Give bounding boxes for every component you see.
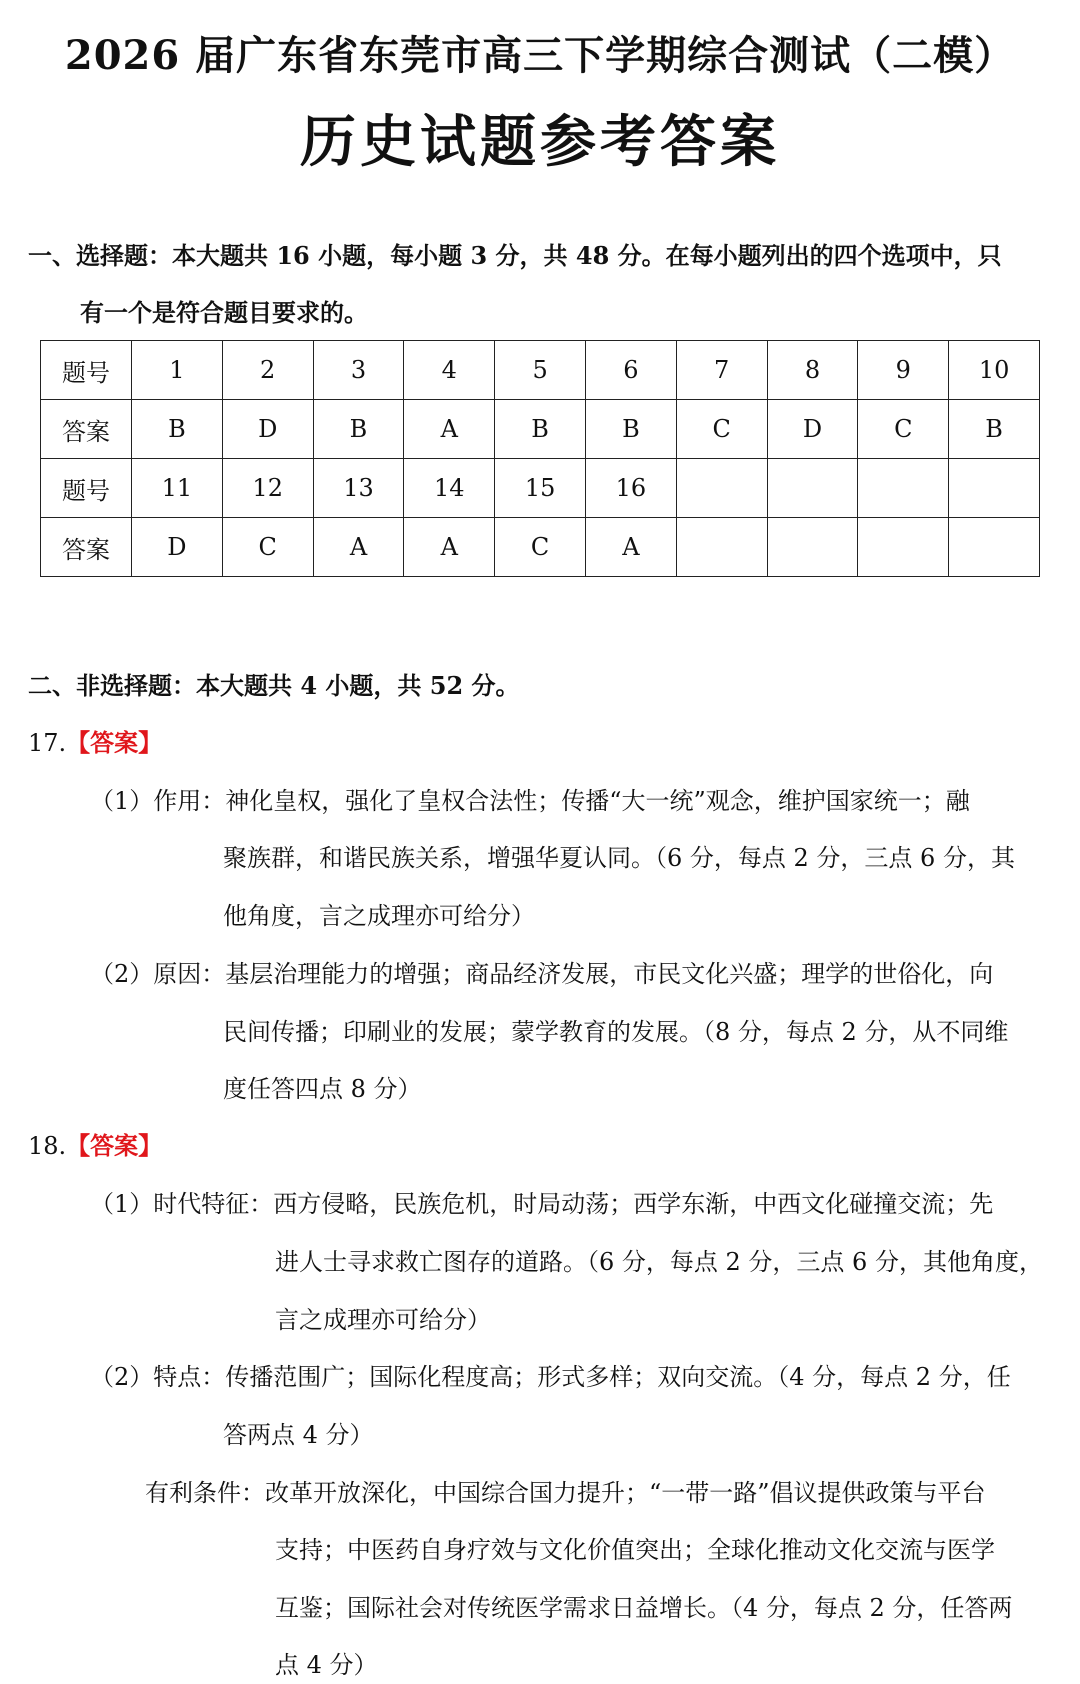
- answer-cell: B: [585, 400, 676, 459]
- question-number: 2: [222, 341, 313, 400]
- section2-heading: 二、非选择题：本大题共 4 小题，共 52 分。: [28, 671, 520, 700]
- answer-cell: C: [222, 518, 313, 577]
- question-number: 13: [313, 459, 404, 518]
- q18-p1-line: （1）时代特征：西方侵略，民族危机，时局动荡；西学东渐，中西文化碰撞交流；先: [90, 1190, 994, 1218]
- q17-number: 17.: [28, 729, 67, 757]
- empty-cell: [949, 518, 1040, 577]
- empty-cell: [676, 518, 767, 577]
- table-row-numbers-1: [41, 341, 1040, 400]
- q17-p1-line: 他角度，言之成理亦可给分）: [223, 902, 535, 930]
- empty-cell: [858, 459, 949, 518]
- question-number: 9: [858, 341, 949, 400]
- answer-cell: C: [495, 518, 586, 577]
- table-row-answers-2: [41, 518, 1040, 577]
- row-label-answer: 答案: [41, 400, 132, 459]
- answer-cell: A: [585, 518, 676, 577]
- answer-cell: C: [676, 400, 767, 459]
- question-number: 16: [585, 459, 676, 518]
- question-number: 10: [949, 341, 1040, 400]
- question-number: 1: [132, 341, 223, 400]
- q17-p1-line: （1）作用：神化皇权，强化了皇权合法性；传播“大一统”观念，维护国家统一；融: [90, 787, 970, 815]
- section1-instruction-line2: 有一个是符合题目要求的。: [80, 298, 368, 327]
- question-number: 8: [767, 341, 858, 400]
- q18-p1-line: 进人士寻求救亡图存的道路。（6 分，每点 2 分，三点 6 分，其他角度，: [275, 1248, 1043, 1276]
- empty-cell: [676, 459, 767, 518]
- question-number: 7: [676, 341, 767, 400]
- answer-cell: B: [495, 400, 586, 459]
- answer-cell: B: [313, 400, 404, 459]
- row-label-number: 题号: [41, 341, 132, 400]
- page-title: 2026 届广东省东莞市高三下学期综合测试（二模）: [64, 32, 1016, 79]
- answer-cell: A: [404, 518, 495, 577]
- section1-instruction-line1: 一、选择题：本大题共 16 小题，每小题 3 分，共 48 分。在每小题列出的四个选项中，只: [28, 241, 1002, 270]
- row-label-answer: 答案: [41, 518, 132, 577]
- empty-cell: [858, 518, 949, 577]
- q18-p1-line: 言之成理亦可给分）: [275, 1306, 491, 1334]
- q17-p2-line: 度任答四点 8 分）: [223, 1075, 422, 1103]
- q17-p1-line: 聚族群，和谐民族关系，增强华夏认同。（6 分，每点 2 分，三点 6 分，其: [223, 844, 1015, 872]
- q17-header: [28, 723, 162, 758]
- question-number: 11: [132, 459, 223, 518]
- q18-p3-line: 点 4 分）: [275, 1651, 378, 1679]
- row-label-number: 题号: [41, 459, 132, 518]
- q17-p2-line: 民间传播；印刷业的发展；蒙学教育的发展。（8 分，每点 2 分，从不同维: [223, 1018, 1009, 1046]
- empty-cell: [949, 459, 1040, 518]
- answer-cell: C: [858, 400, 949, 459]
- question-number: 6: [585, 341, 676, 400]
- q17-answer-tag: 【答案】: [66, 728, 163, 757]
- q18-p2-line: （2）特点：传播范围广；国际化程度高；形式多样；双向交流。（4 分，每点 2 分，任: [90, 1363, 1011, 1391]
- question-number: 15: [495, 459, 586, 518]
- page-subtitle: 历史试题参考答案: [300, 109, 780, 175]
- answer-cell: B: [949, 400, 1040, 459]
- q18-p2-line: 答两点 4 分）: [223, 1421, 374, 1449]
- answer-cell: D: [767, 400, 858, 459]
- q18-p3-line: 有利条件：改革开放深化，中国综合国力提升；“一带一路”倡议提供政策与平台: [145, 1479, 986, 1507]
- question-number: 3: [313, 341, 404, 400]
- q18-answer-tag: 【答案】: [66, 1131, 163, 1160]
- answer-cell: D: [132, 518, 223, 577]
- question-number: 5: [495, 341, 586, 400]
- table-row-numbers-2: [41, 459, 1040, 518]
- q18-p3-line: 支持；中医药自身疗效与文化价值突出；全球化推动文化交流与医学: [275, 1536, 995, 1564]
- table-row-answers-1: [41, 400, 1040, 459]
- answer-cell: B: [132, 400, 223, 459]
- question-number: 12: [222, 459, 313, 518]
- question-number: 4: [404, 341, 495, 400]
- answer-table: [40, 340, 1040, 577]
- answer-cell: D: [222, 400, 313, 459]
- q17-p2-line: （2）原因：基层治理能力的增强；商品经济发展，市民文化兴盛；理学的世俗化，向: [90, 960, 994, 988]
- empty-cell: [767, 518, 858, 577]
- q18-p3-line: 互鉴；国际社会对传统医学需求日益增长。（4 分，每点 2 分，任答两: [275, 1594, 1013, 1622]
- empty-cell: [767, 459, 858, 518]
- answer-cell: A: [404, 400, 495, 459]
- q18-number: 18.: [28, 1132, 67, 1160]
- answer-cell: A: [313, 518, 404, 577]
- question-number: 14: [404, 459, 495, 518]
- q18-header: [28, 1126, 162, 1161]
